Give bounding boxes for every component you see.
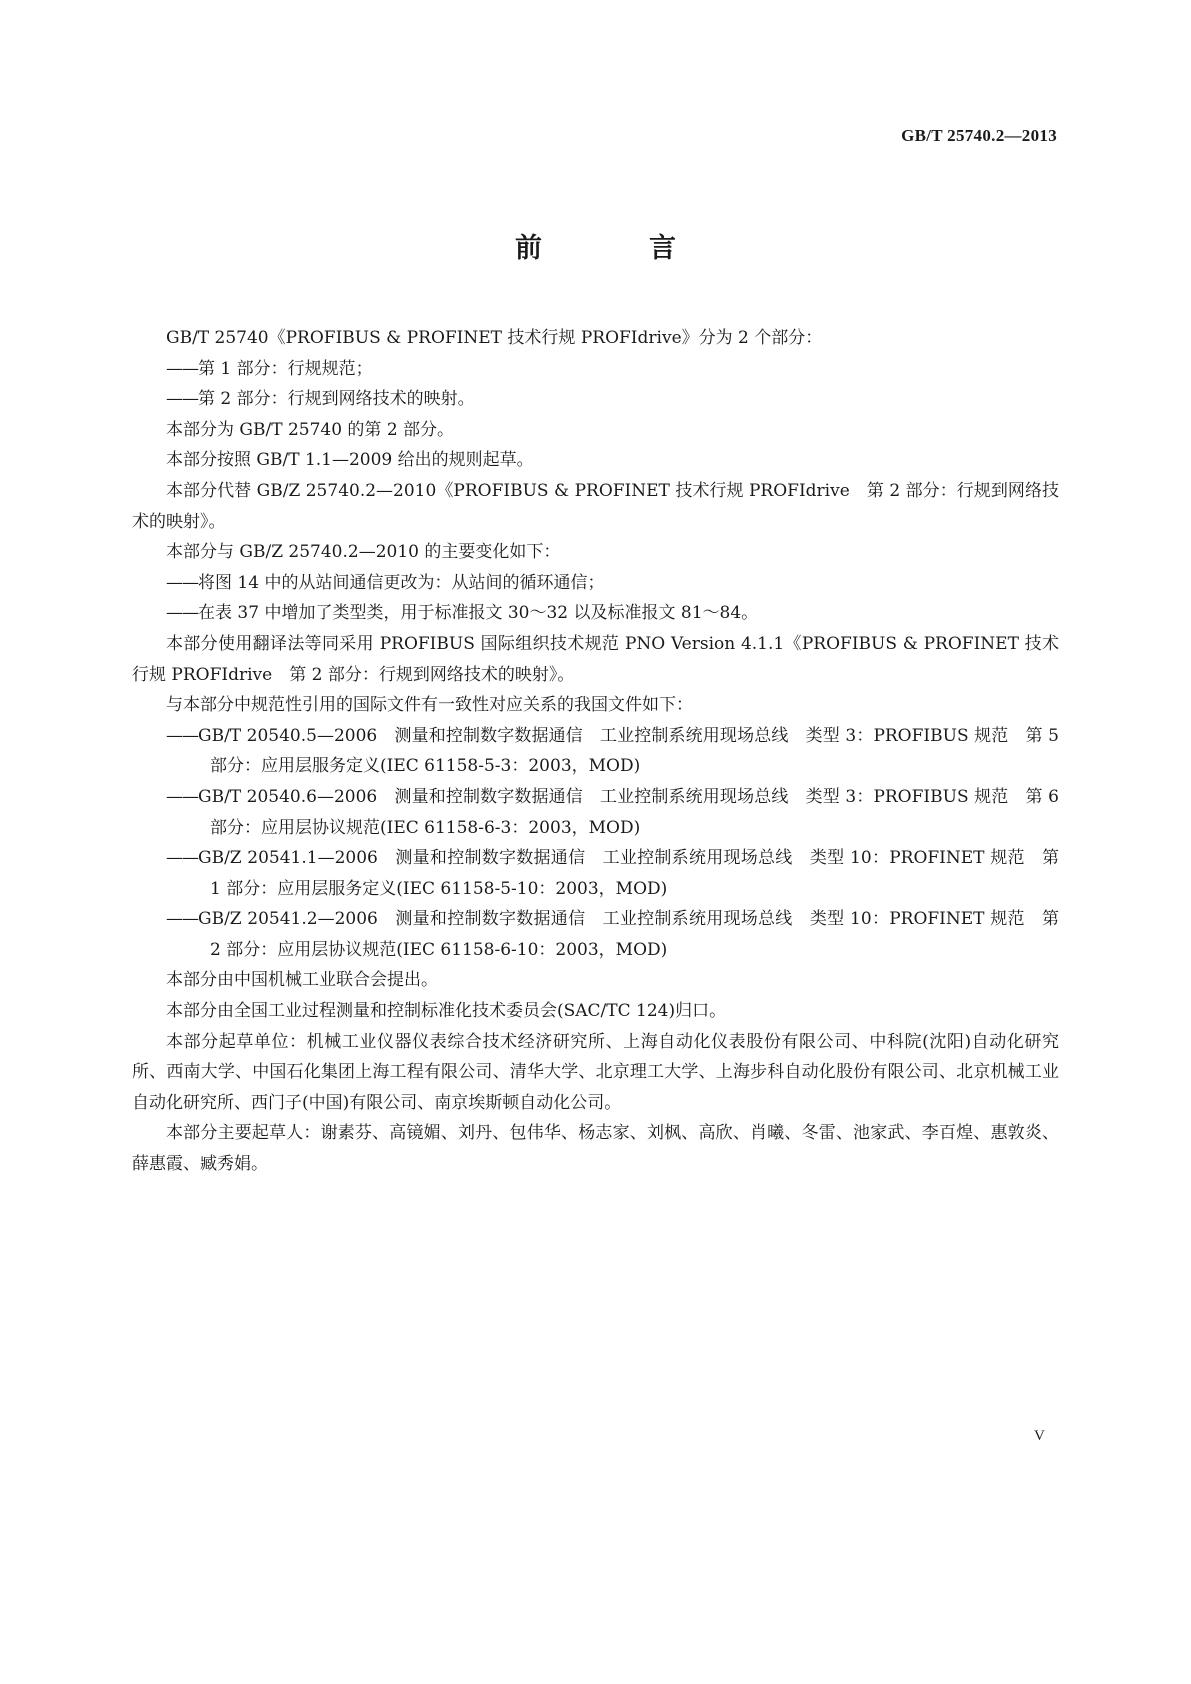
paragraph-drafting-rules: 本部分按照 GB/T 1.1—2009 给出的规则起草。 — [166, 450, 534, 471]
dash-mark: —— — [166, 725, 198, 746]
list-item-text: 在表 37 中增加了类型类，用于标准报文 30～32 以及标准报文 81～84。 — [198, 603, 759, 624]
reference-item — [132, 721, 1059, 782]
list-item-part-1 — [132, 354, 1059, 385]
reference-item — [132, 843, 1059, 904]
list-item-text: 将图 14 中的从站间通信更改为：从站间的循环通信； — [198, 572, 605, 593]
dash-mark: —— — [166, 848, 198, 869]
dash-mark: —— — [166, 909, 198, 930]
dash-mark: —— — [166, 786, 198, 807]
paragraph-drafting-units: 本部分起草单位：机械工业仪器仪表综合技术经济研究所、上海自动化仪表股份有限公司、中科院(沈阳)自动化研究所、西南大学、中国石化集团上海工程有限公司、清华大学、北京理工大学、上海步科自动化股份有限公司、北京机械工业自动化研究所、西门子(中国)有限公司、南京埃斯顿自动化公司。 — [132, 1031, 1059, 1113]
list-item-text: 第 2 部分：行规到网络技术的映射。 — [198, 389, 475, 410]
standard-number: GB/T 25740.2—2013 — [901, 126, 1057, 145]
paragraph-main-changes: 本部分与 GB/Z 25740.2—2010 的主要变化如下： — [166, 542, 561, 563]
reference-item — [132, 904, 1059, 965]
paragraph-this-part: 本部分为 GB/T 25740 的第 2 部分。 — [166, 419, 455, 440]
paragraph-proposed-by: 本部分由中国机械工业联合会提出。 — [166, 970, 438, 991]
page-number: V — [1034, 1428, 1045, 1444]
dash-mark: —— — [166, 572, 198, 593]
paragraph-replaces: 本部分代替 GB/Z 25740.2—2010《PROFIBUS & PROFINET 技术行规 PROFIdrive 第 2 部分：行规到网络技术的映射》。 — [132, 480, 1059, 532]
paragraph-centralized-by: 本部分由全国工业过程测量和控制标准化技术委员会(SAC/TC 124)归口。 — [166, 1001, 727, 1022]
reference-text: GB/T 20540.6—2006 测量和控制数字数据通信 工业控制系统用现场总线 类型 3：PROFIBUS 规范 第 6 部分：应用层协议规范(IEC 61158-6-3：2003，MOD) — [198, 786, 1059, 838]
reference-text: GB/Z 20541.2—2006 测量和控制数字数据通信 工业控制系统用现场总线 类型 10：PROFINET 规范 第 2 部分：应用层协议规范(IEC 61158-6-10：2003，MOD) — [198, 909, 1059, 960]
paragraph-adoption: 本部分使用翻译法等同采用 PROFIBUS 国际组织技术规范 PNO Version 4.1.1《PROFIBUS & PROFINET 技术行规 PROFIdrive 第 2 部分：行规到网络技术的映射》。 — [132, 633, 1059, 685]
list-item-change-1 — [132, 568, 1059, 599]
paragraph-corresponding-docs: 与本部分中规范性引用的国际文件有一致性对应关系的我国文件如下： — [166, 695, 693, 716]
foreword-body — [132, 323, 1059, 1180]
page-title: 前 言 — [515, 233, 716, 264]
reference-text: GB/Z 20541.1—2006 测量和控制数字数据通信 工业控制系统用现场总线 类型 10：PROFINET 规范 第 1 部分：应用层服务定义(IEC 61158-5-10：2003，MOD) — [198, 848, 1059, 899]
dash-mark: —— — [166, 358, 198, 379]
paragraph-drafters: 本部分主要起草人：谢素芬、高镜媚、刘丹、包伟华、杨志家、刘枫、高欣、肖曦、冬雷、池家武、李百煌、惠敦炎、薛惠霞、臧秀娟。 — [132, 1123, 1059, 1175]
list-item-part-2 — [132, 384, 1059, 415]
list-item-text: 第 1 部分：行规规范； — [198, 358, 373, 379]
dash-mark: —— — [166, 603, 198, 624]
reference-text: GB/T 20540.5—2006 测量和控制数字数据通信 工业控制系统用现场总线 类型 3：PROFIBUS 规范 第 5 部分：应用层服务定义(IEC 61158-5-3：2003，MOD) — [198, 725, 1059, 777]
list-item-change-2 — [132, 598, 1059, 629]
paragraph-parts-intro: GB/T 25740《PROFIBUS & PROFINET 技术行规 PROFIdrive》分为 2 个部分： — [166, 328, 823, 348]
reference-item — [132, 782, 1059, 843]
dash-mark: —— — [166, 389, 198, 410]
